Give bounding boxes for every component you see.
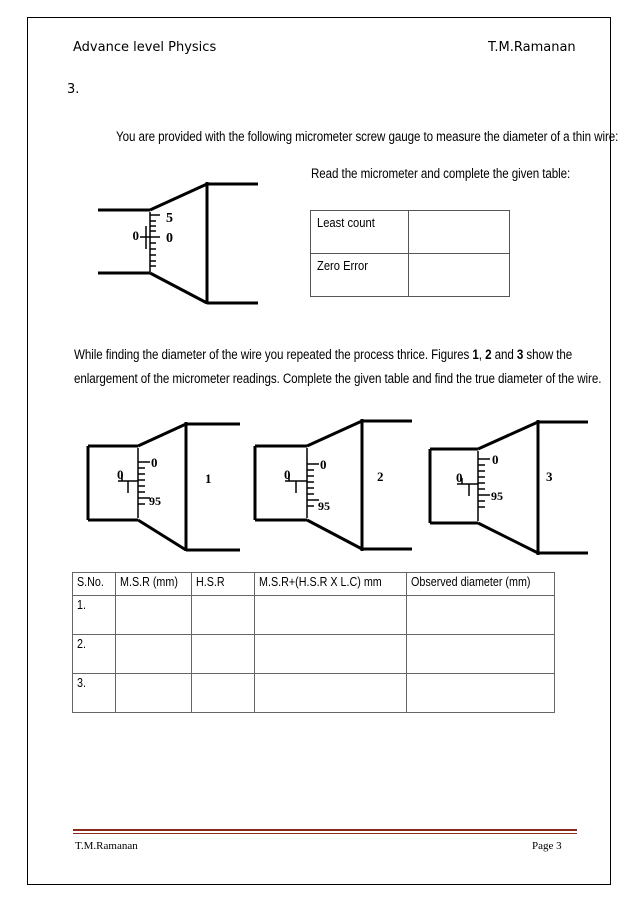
footer-rule-thin (73, 833, 577, 834)
figure-2-number: 2 (377, 469, 384, 484)
readings-table-header (73, 573, 555, 596)
diameter-cell[interactable] (407, 596, 555, 635)
table-row (73, 596, 555, 635)
question-number: 3. (67, 82, 80, 97)
msr-cell[interactable] (116, 635, 192, 674)
header-author: T.M.Ramanan (488, 40, 576, 55)
header-sno: S.No. (73, 573, 116, 596)
question-instruction: Read the micrometer and complete the given table: (311, 166, 571, 181)
table-row (73, 635, 555, 674)
figure-1-thimble-top: 0 (151, 455, 158, 470)
header-hsr: H.S.R (192, 573, 255, 596)
total-cell[interactable] (255, 674, 407, 713)
row-number: 2. (73, 635, 116, 674)
zero-error-label: Zero Error (311, 254, 409, 297)
figure-2-thimble-top: 0 (320, 457, 327, 472)
figure-1-thimble-bottom: 95 (149, 494, 161, 508)
row-number: 3. (73, 674, 116, 713)
footer-rule-thick (73, 829, 577, 831)
header-observed-diameter: Observed diameter (mm) (407, 573, 555, 596)
header-subject: Advance level Physics (73, 40, 217, 55)
figure-3-main-zero: 0 (456, 470, 463, 485)
figure-2-thimble-bottom: 95 (318, 499, 330, 513)
hsr-cell[interactable] (192, 635, 255, 674)
thimble-label-top: 5 (166, 211, 173, 226)
question-paragraph-line1: While finding the diameter of the wire you repeated the process thrice. Figures 1, 2 and 3 show the (74, 347, 573, 362)
page-number: Page 3 (532, 840, 562, 852)
row-number: 1. (73, 596, 116, 635)
diameter-cell[interactable] (407, 674, 555, 713)
figure-3-number: 3 (546, 469, 553, 484)
figure-3-thimble-bottom: 95 (491, 489, 503, 503)
msr-cell[interactable] (116, 596, 192, 635)
diameter-cell[interactable] (407, 635, 555, 674)
header-msr: M.S.R (mm) (116, 573, 192, 596)
main-scale-zero: 0 (132, 228, 139, 243)
question-intro: You are provided with the following micrometer screw gauge to measure the diameter of a thin wire: (116, 129, 619, 144)
least-count-label: Least count (311, 211, 409, 254)
total-cell[interactable] (255, 596, 407, 635)
footer-author: T.M.Ramanan (75, 840, 138, 852)
figure-3-diagram (430, 420, 588, 555)
header-total-reading: M.S.R+(H.S.R X L.C) mm (255, 573, 407, 596)
figure-1-diagram (88, 422, 240, 551)
question-paragraph-line2: enlargement of the micrometer readings. Complete the given table and find the true diameter of the wire. (74, 371, 602, 386)
figure-2-diagram (255, 419, 412, 551)
hsr-cell[interactable] (192, 596, 255, 635)
thimble-label-bottom: 0 (166, 231, 173, 246)
figure-3-thimble-top: 0 (492, 452, 499, 467)
total-cell[interactable] (255, 635, 407, 674)
readings-table (72, 572, 555, 713)
table-row (73, 674, 555, 713)
hsr-cell[interactable] (192, 674, 255, 713)
figure-1-main-zero: 0 (117, 467, 124, 482)
figure-2-main-zero: 0 (284, 467, 291, 482)
msr-cell[interactable] (116, 674, 192, 713)
figure-1-number: 1 (205, 471, 212, 486)
